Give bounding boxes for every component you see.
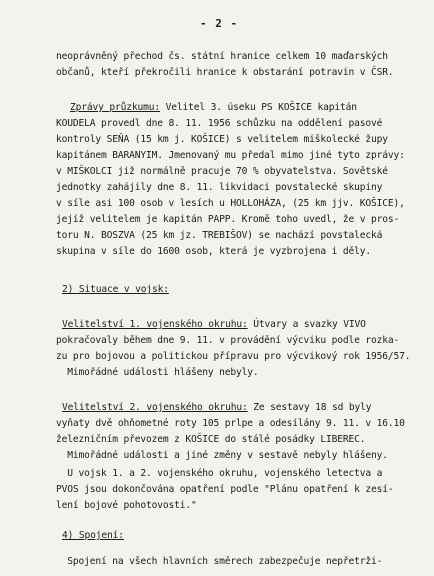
section-heading: Velitelství 2. vojenského okruhu: xyxy=(62,402,248,413)
text-line: pokračovaly během dne 9. 11. v provádění výcviku podle rozka- xyxy=(56,335,400,346)
text-line: toru N. BOSZVA (25 km jz. TREBIŠOV) se nachází povstalecká xyxy=(56,230,383,241)
text-line: jejíž velitelem je kapitán PAPP. Kromě toho uvedl, že v pros- xyxy=(56,214,400,225)
text-line: železničním převozem z KOŠICE do stálé posádky LIBEREC. xyxy=(56,434,366,445)
text-line: PVOS jsou dokončována opatření podle "Plánu opatření k zesí- xyxy=(56,484,394,495)
text-line: lení bojové pohotovosti." xyxy=(56,500,197,511)
text-line: vyňaty dvě ohňometné roty 105 prlpe a odesílány 9. 11. v 16.10 xyxy=(56,418,405,429)
text-line: skupina v síle do 1600 osob, která je vyzbrojena i děly. xyxy=(56,246,372,257)
section-heading: Velitelství 1. vojenského okruhu: xyxy=(62,319,248,330)
text-line: v MIŠKOLCI již normálně pracuje 70 % obyvatelstva. Sovětské xyxy=(56,166,388,177)
text-span: Velitel 3. úseku PS KOŠICE kapitán xyxy=(160,102,357,113)
text-line: kapitánem BARANYIM. Jmenovaný mu předal mimo jiné tyto zprávy: xyxy=(56,150,405,161)
section-heading: 2) Situace v vojsk: xyxy=(62,284,169,295)
text-span: Útvary a svazky VIVO xyxy=(247,319,366,330)
text-line: jednotky zahájily dne 8. 11. likvidaci povstalecké skupiny xyxy=(56,182,383,193)
text-line: Spojení na všech hlavních směrech zabezpečuje nepřetrži- xyxy=(56,556,383,567)
paragraph-heading-line xyxy=(70,102,357,114)
section-heading: 4) Spojení: xyxy=(62,530,124,541)
paragraph-heading-line xyxy=(62,402,371,414)
text-line: občanů, kteří překročili hranice k obstarání potravin v ČSR. xyxy=(56,67,394,78)
section-heading-line xyxy=(62,530,124,542)
paragraph-heading-line xyxy=(62,319,366,331)
text-line: kontroly SEŇA (15 km j. KOŠICE) s velitelem miškolecké župy xyxy=(56,134,388,145)
section-heading-line xyxy=(62,284,169,296)
text-line: KOUDELA provedl dne 8. 11. 1956 schůzku na oddělení pasové xyxy=(56,118,383,129)
text-line: Mimořádné události hlášeny nebyly. xyxy=(56,367,259,378)
text-span: Ze sestavy 18 sd byly xyxy=(247,402,372,413)
text-line: U vojsk 1. a 2. vojenského okruhu, vojenského letectva a xyxy=(56,468,383,479)
text-line: Mimořádné události a jiné změny v sestavě nebyly hlášeny. xyxy=(56,450,388,461)
text-line: v síle asi 100 osob v lesích u HOLLOHÁZA, (25 km jjv. KOŠICE), xyxy=(56,198,405,209)
page-number: - 2 - xyxy=(200,17,239,30)
text-line: neoprávněný přechod čs. státní hranice celkem 10 maďarských xyxy=(56,51,388,62)
text-line: zu pro bojovou a politickou přípravu pro výcvikový rok 1956/57. xyxy=(56,351,411,362)
section-heading: Zprávy průzkumu: xyxy=(70,102,161,113)
